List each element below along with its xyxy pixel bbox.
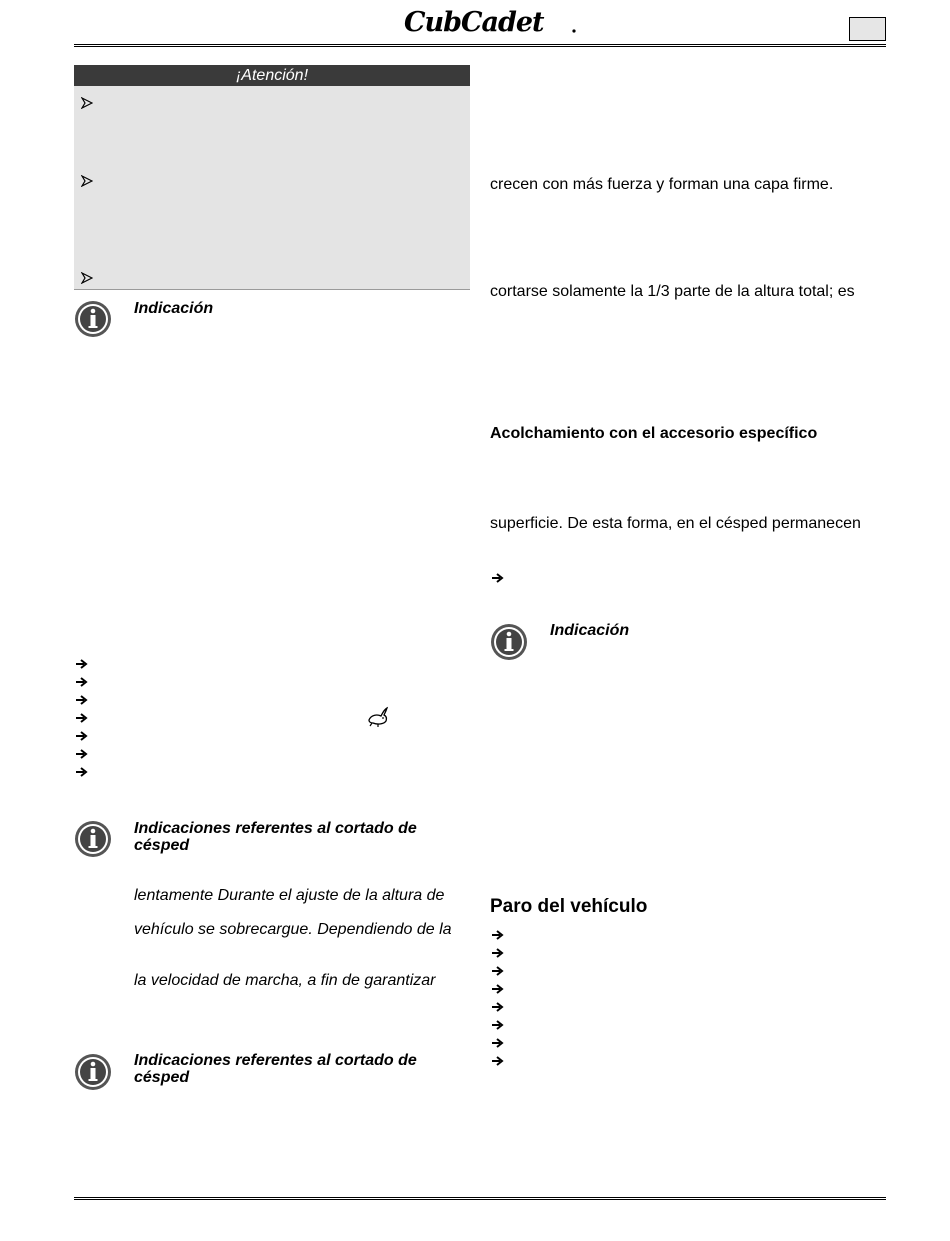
arrow-list <box>76 659 90 779</box>
info2-title-line1: Indicaciones referentes al cortado de <box>134 820 417 837</box>
info2-line: la velocidad de marcha, a fin de garantizar <box>134 972 436 989</box>
footer-rule <box>74 1197 886 1198</box>
triangle-arrow-icon <box>81 272 93 284</box>
info2-line: lentamente Durante el ajuste de la altura de <box>134 887 445 904</box>
triangle-arrow-icon <box>81 175 93 187</box>
right-arrow-icon <box>76 695 88 705</box>
mulch-heading: Acolchamiento con el accesorio específico <box>490 425 818 442</box>
info2-title-line2: césped <box>134 837 190 854</box>
right-arrow-icon <box>76 731 88 741</box>
right-arrow-icon <box>76 767 88 777</box>
right-arrow-icon <box>76 713 88 723</box>
right-arrow-icon <box>76 749 88 759</box>
right-arrow-icon <box>492 1056 504 1066</box>
footer-rule-secondary <box>74 1199 886 1200</box>
right-info-title: Indicación <box>550 622 630 639</box>
right-arrow-icon <box>492 1038 504 1048</box>
right-arrow-icon <box>492 984 504 994</box>
right-text-line: cortarse solamente la 1/3 parte de la altura total; es <box>490 283 855 300</box>
stop-vehicle-heading: Paro del vehículo <box>490 896 648 917</box>
attention-box <box>74 65 470 290</box>
triangle-arrow-icon <box>81 97 93 109</box>
cub-cadet-logo <box>402 6 578 36</box>
right-text-line: crecen con más fuerza y forman una capa firme. <box>490 176 834 193</box>
info3-title-line2: césped <box>134 1069 190 1086</box>
info1-title: Indicación <box>134 300 214 317</box>
header-rule <box>74 44 886 45</box>
info3-title-line1: Indicaciones referentes al cortado de <box>134 1052 417 1069</box>
attention-title: ¡Atención! <box>74 65 470 86</box>
info-icon <box>490 623 528 661</box>
right-arrow-icon <box>492 1020 504 1030</box>
right-text-line: superficie. De esta forma, en el césped permanecen <box>490 515 861 532</box>
language-box <box>849 17 886 41</box>
right-arrow-icon <box>492 948 504 958</box>
stop-arrow-list <box>492 930 506 1066</box>
right-arrow-icon <box>492 930 504 940</box>
right-arrow-icon <box>492 573 504 583</box>
info-icon <box>74 1053 112 1091</box>
rabbit-fast-speed-icon <box>366 706 390 728</box>
right-arrow-icon <box>76 677 88 687</box>
info-icon <box>74 300 112 338</box>
info-icon <box>74 820 112 858</box>
right-arrow-icon <box>492 1002 504 1012</box>
header-rule-secondary <box>74 46 886 47</box>
right-arrow-icon <box>492 966 504 976</box>
right-arrow-icon <box>76 659 88 669</box>
info2-line: vehículo se sobrecargue. Dependiendo de la <box>134 921 452 938</box>
svg-text:CubCadet: CubCadet <box>404 7 544 36</box>
